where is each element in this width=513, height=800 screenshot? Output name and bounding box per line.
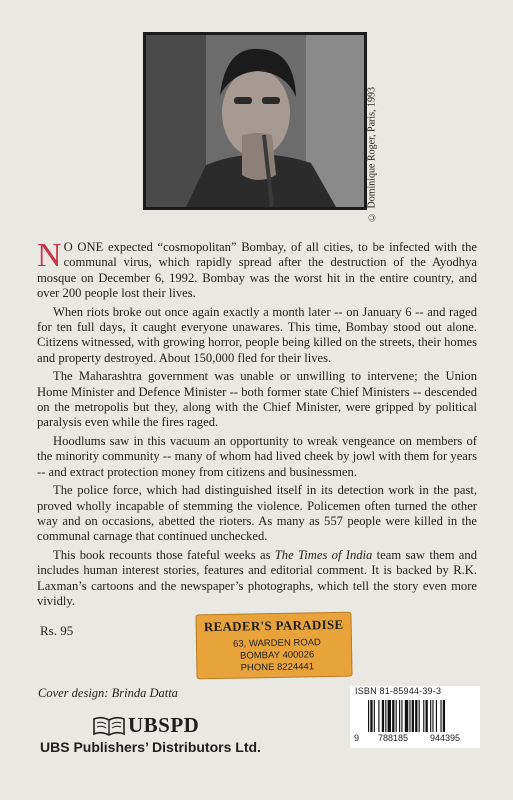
barcode-digit-left: 9 [354, 733, 360, 743]
logo-text: UBSPD [128, 713, 200, 737]
barcode-group-2: 944395 [430, 733, 461, 743]
barcode-bar [430, 700, 431, 732]
open-book-icon [92, 715, 126, 737]
blurb-paragraph-4: Hoodlums saw in this vacuum an opportunity to wreak vengeance on members of the minority community -- many of whom had lived cheek by jowl with them for years -- and extract protection money from citizens and businessmen. [37, 433, 477, 479]
sticker-address [207, 637, 348, 675]
barcode-bar [378, 700, 379, 732]
sticker-line-2: BOMBAY 400026 [240, 649, 315, 662]
blurb-paragraph-2: When riots broke out once again exactly a month later -- on January 6 -- and raged for ten full days, it caught everyone unawares. This time, Bombay stood out alone. Citizens witnessed, with growing horror, people being killed on the streets, their homes and property destroyed. About 150,000 fled for their lives. [37, 304, 477, 365]
bookseller-sticker [195, 612, 352, 680]
barcode-bar [412, 700, 414, 732]
blurb-paragraph-1-text: O ONE expected “cosmopolitan” Bombay, of all cities, to be infected with the communal virus, which rapidly spread after the destruction of the Ayodhya mosque on December 6, 1992. Bombay was the worst hit in the entire country, and over 200 people lost their lives. [37, 240, 477, 301]
barcode-bar [419, 700, 420, 732]
cover-design-credit: Cover design: Brinda Datta [38, 686, 178, 700]
blurb-paragraph-6-a: This book recounts those fateful weeks as [53, 547, 275, 562]
barcode-bar [388, 700, 391, 732]
barcode [368, 700, 478, 736]
barcode-bar [385, 700, 386, 732]
barcode-bar [409, 700, 410, 732]
blurb-paragraph-1 [37, 237, 477, 302]
barcode-bar [368, 700, 369, 732]
publisher-name: UBS Publishers’ Distributors Ltd. [40, 739, 261, 755]
sticker-line-1: 63, WARDEN ROAD [232, 637, 321, 650]
isbn-barcode-box [350, 686, 480, 748]
barcode-bar [370, 700, 372, 732]
barcode-bar [405, 700, 408, 732]
barcode-bar [440, 700, 441, 732]
barcode-bar [426, 700, 428, 732]
sticker-title: READER'S PARADISE [203, 616, 344, 635]
barcode-bar [436, 700, 437, 732]
price: Rs. 95 [40, 623, 74, 638]
drop-cap: N [37, 237, 62, 274]
blurb-paragraph-6-b: team saw them and includes human interest stories, features and editorial comment. It is backed by R.K. Laxman’s cartoons and the newspaper’s photographs, which tell the story even more vividly. [37, 547, 477, 608]
blurb-paragraph-6 [37, 548, 477, 610]
blurb-text [37, 237, 477, 612]
author-portrait-image [146, 35, 364, 207]
barcode-bar [423, 700, 424, 732]
barcode-bar [432, 700, 433, 732]
isbn-label: ISBN 81-85944-39-3 [355, 686, 442, 696]
barcode-bar [374, 700, 375, 732]
barcode-group-1: 788185 [378, 733, 409, 743]
newspaper-title: The Times of India [274, 547, 373, 562]
author-photo [143, 32, 367, 210]
barcode-bar [399, 700, 400, 732]
blurb-paragraph-3: The Maharashtra government was unable or unwilling to intervene; the Union Home Minister and Defence Minister -- both former state Chief Ministers -- descended on the metropolis but they, along with the Chief Minister, were gripped by political paralysis even while the fires raged. [37, 369, 477, 430]
blurb-paragraph-5: The police force, which had distinguished itself in its detection work in the past, proved wholly incapable of stemming the violence. Policemen often turned the other way and on occasions, abetted the rioters. As many as 557 people were killed in the communal carnage that continued unchecked. [37, 483, 477, 544]
barcode-bar [392, 700, 394, 732]
barcode-bar [415, 700, 417, 732]
sticker-line-3: PHONE 8224441 [240, 661, 315, 674]
barcode-bar [443, 700, 445, 732]
barcode-bar [382, 700, 384, 732]
publisher-logo [92, 713, 199, 738]
barcode-bar [401, 700, 402, 732]
photo-credit: © Dominique Roger, Paris, 1993 [366, 86, 378, 222]
barcode-bar [396, 700, 397, 732]
